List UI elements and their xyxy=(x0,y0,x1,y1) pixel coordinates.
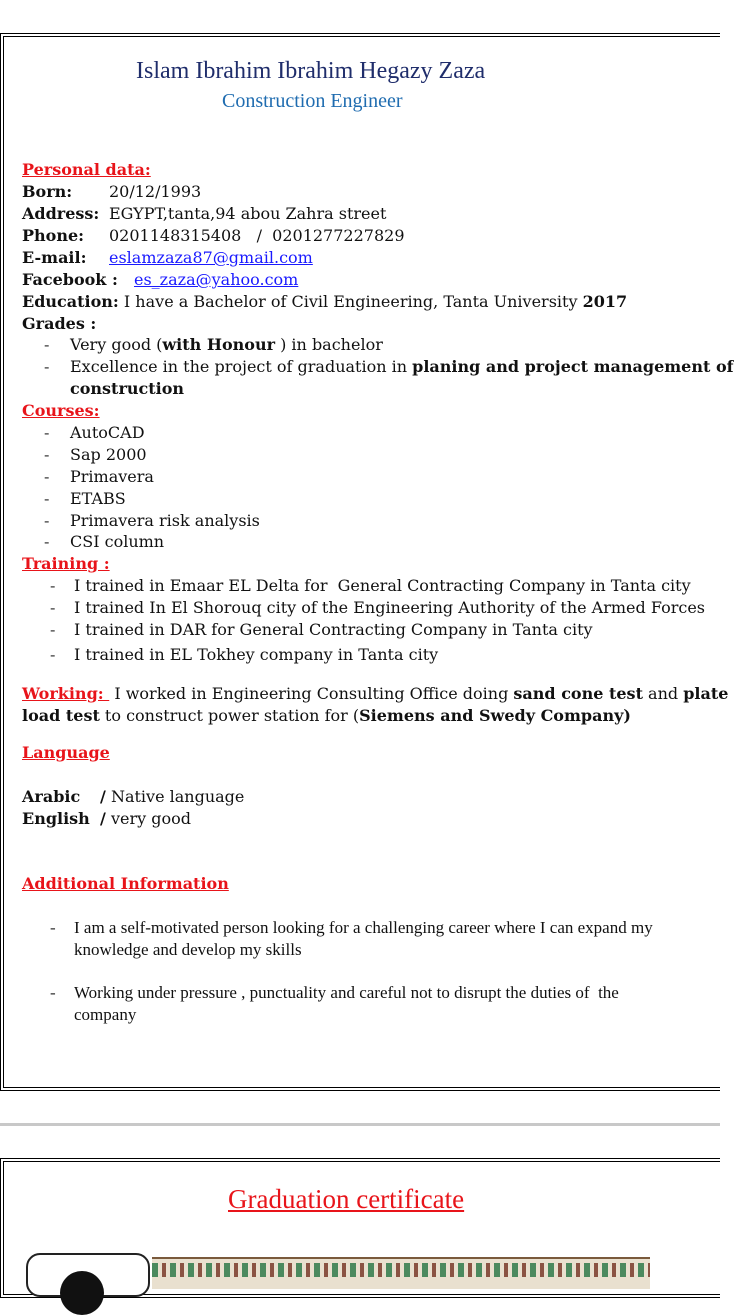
language-row: Arabic / Native language xyxy=(22,787,245,806)
cv-job-title: Construction Engineer xyxy=(222,90,403,112)
born-value: 20/12/1993 xyxy=(109,182,202,201)
working-paragraph: Working: I worked in Engineering Consulting Office doing sand cone test and plate xyxy=(22,684,729,703)
education-row xyxy=(22,291,627,313)
email-row xyxy=(22,247,313,269)
courses-heading: Courses: xyxy=(22,401,100,420)
email-label: E-mail: xyxy=(22,248,87,267)
grades-row xyxy=(22,313,96,335)
facebook-row xyxy=(22,269,299,291)
address-value: EGYPT,tanta,94 abou Zahra street xyxy=(109,204,387,223)
cv-name: Islam Ibrahim Ibrahim Hegazy Zaza xyxy=(136,58,486,84)
phone-label: Phone: xyxy=(22,226,85,245)
certificate-image xyxy=(152,1257,650,1289)
personal-heading: Personal data: xyxy=(22,160,151,179)
language-heading: Language xyxy=(22,743,110,762)
language-row: English / very good xyxy=(22,809,191,828)
grades-label: Grades : xyxy=(22,314,97,333)
phone-value: 0201148315408 / 0201277227829 xyxy=(109,226,405,245)
address-label: Address: xyxy=(22,204,100,223)
address-row xyxy=(22,203,387,225)
training-heading: Training : xyxy=(22,554,110,573)
certificate-title: Graduation certificate xyxy=(228,1184,465,1214)
education-label: Education: xyxy=(22,292,119,311)
born-label: Born: xyxy=(22,182,73,201)
facebook-link[interactable]: es_zaza@yahoo.com xyxy=(134,270,299,289)
profile-photo xyxy=(26,1253,150,1297)
email-link[interactable]: eslamzaza87@gmail.com xyxy=(109,248,313,267)
born-row xyxy=(22,181,202,203)
phone-row xyxy=(22,225,405,247)
working-paragraph-continued: load test to construct power station for (Siemens and Swedy Company) xyxy=(22,706,631,725)
facebook-label: Facebook : xyxy=(22,270,118,289)
additional-heading: Additional Information xyxy=(22,874,229,893)
page-separator xyxy=(0,1123,720,1126)
education-value: I have a Bachelor of Civil Engineering, Tanta University xyxy=(118,292,583,311)
education-year: 2017 xyxy=(582,292,628,311)
